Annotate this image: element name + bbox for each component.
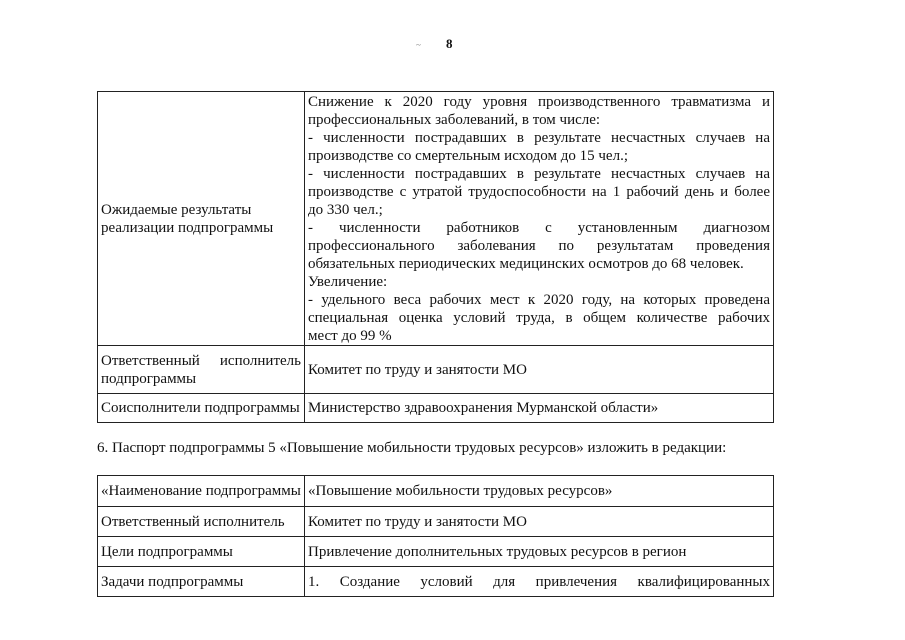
scan-mark: ~	[416, 40, 421, 50]
table-row	[98, 92, 774, 346]
row-value-subprogram-name: «Повышение мобильности трудовых ресурсов»	[305, 476, 774, 507]
table-row	[98, 537, 774, 567]
row-value-responsible-executor-2: Комитет по труду и занятости МО	[305, 507, 774, 537]
table-row	[98, 567, 774, 597]
table-row	[98, 507, 774, 537]
table-row	[98, 346, 774, 394]
table-row	[98, 394, 774, 423]
row-label-responsible-executor: Ответственный исполнитель подпрограммы	[98, 346, 305, 394]
row-value-responsible-executor: Комитет по труду и занятости МО	[305, 346, 774, 394]
row-label-co-executors: Соисполнители подпрограммы	[98, 394, 305, 423]
row-label-expected-results: Ожидаемые результаты реализации подпрограммы	[98, 92, 305, 346]
row-label-tasks: Задачи подпрограммы	[98, 567, 305, 597]
page-number: 8	[446, 36, 453, 51]
subprogram-passport-table-continued	[97, 91, 774, 423]
subprogram-5-passport-table	[97, 475, 774, 597]
row-value-goals: Привлечение дополнительных трудовых ресурсов в регион	[305, 537, 774, 567]
row-value-expected-results: Снижение к 2020 году уровня производственного травматизма и профессиональных заболеваний, в том числе: - численности пострадавших в результате несчастных случаев на производстве со смертельным исходом до 15 чел.; - численности пострадавших в результате несчастных случаев на производстве с утратой трудоспособности на 1 рабочий день и более до 330 чел.; - численности работников с установленным диагнозом профессионального заболевания по результатам проведения обязательных периодических медицинских осмотров до 68 человек. Увеличение: - удельного веса рабочих мест к 2020 году, на которых проведена специальная оценка условий труда, в общем количестве рабочих мест до 99 %	[305, 92, 774, 346]
row-label-goals: Цели подпрограммы	[98, 537, 305, 567]
table-row	[98, 476, 774, 507]
row-value-co-executors: Министерство здравоохранения Мурманской области»	[305, 394, 774, 423]
row-value-tasks: 1. Создание условий для привлечения квалифицированных	[305, 567, 774, 597]
row-label-responsible-executor-2: Ответственный исполнитель	[98, 507, 305, 537]
section-6-intro: 6. Паспорт подпрограммы 5 «Повышение мобильности трудовых ресурсов» изложить в редакции:	[97, 440, 727, 456]
row-label-subprogram-name: «Наименование подпрограммы	[98, 476, 305, 507]
